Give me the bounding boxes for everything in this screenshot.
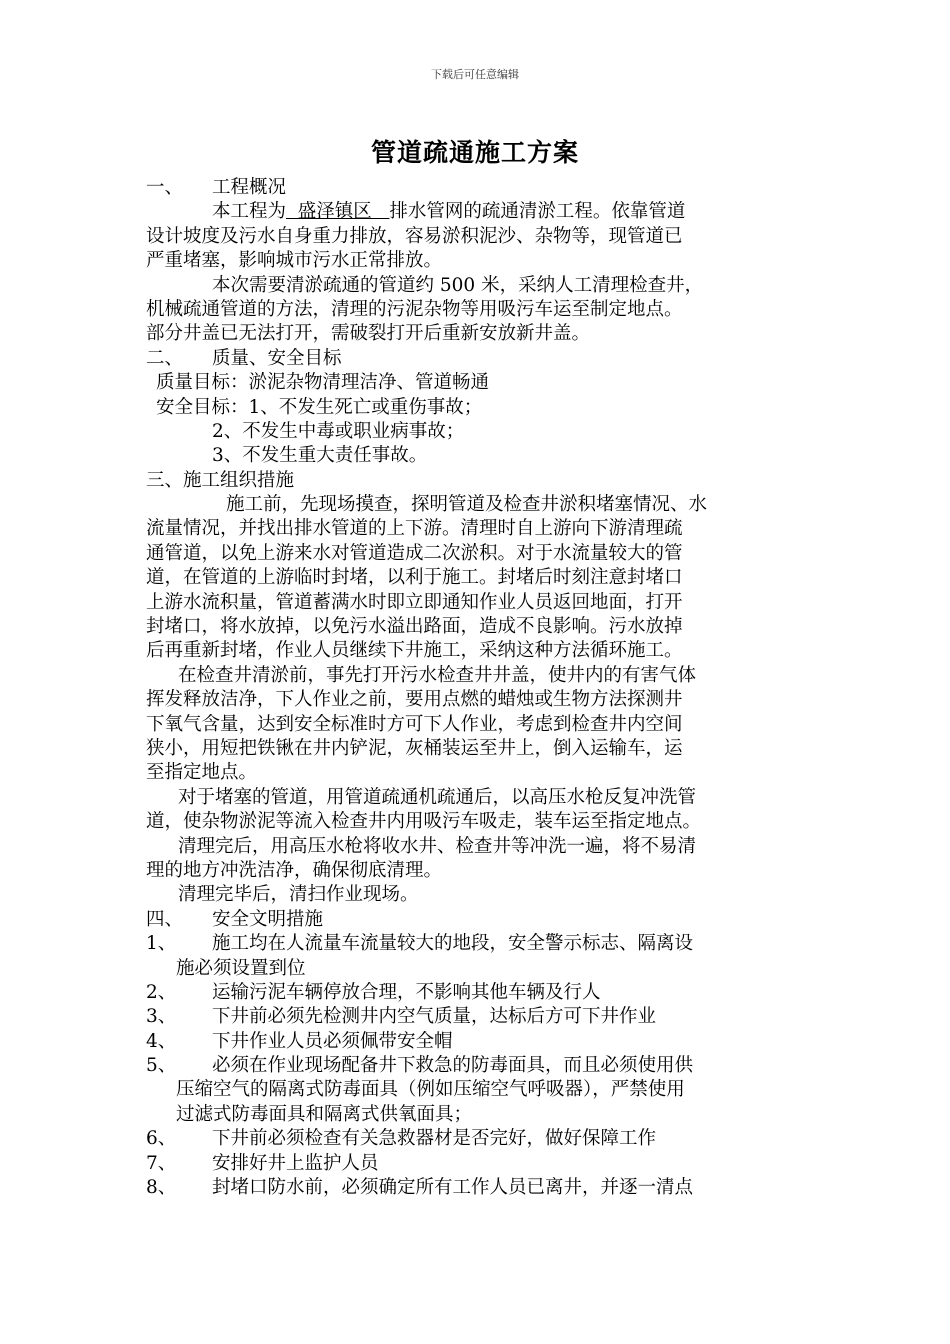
list-item — [146, 1030, 806, 1054]
section-title: 工程概况 — [212, 177, 287, 198]
section-heading-3: 三、施工组织措施 — [146, 469, 295, 491]
section-heading-4 — [146, 908, 806, 932]
list-item-number: 2、 — [146, 981, 177, 1003]
list-item — [146, 981, 806, 1005]
paragraph-line: 严重堵塞，影响城市污水正常排放。 — [146, 250, 443, 272]
list-item-text: 施工均在人流量车流量较大的地段，安全警示标志、隔离设 — [212, 933, 694, 955]
text-span: 本工程为 — [212, 201, 287, 223]
list-item — [146, 932, 806, 956]
list-item — [146, 1054, 806, 1078]
list-item-number: 6、 — [146, 1128, 177, 1150]
list-item-text: 必须在作业现场配备井下救急的防毒面具，而且必须使用供 — [212, 1055, 694, 1077]
paragraph-line: 施工前，先现场摸查，探明管道及检查井淤积堵塞情况、水 — [226, 494, 708, 516]
paragraph-line: 设计坡度及污水自身重力排放，容易淤积泥沙、杂物等，现管道已 — [146, 225, 683, 247]
paragraph-line: 本次需要清淤疏通的管道约 500 米，采纳人工清理检查井， — [212, 274, 704, 296]
section-heading-1 — [146, 176, 806, 200]
paragraph-line: 通管道，以免上游来水对管道造成二次淤积。对于水流量较大的管 — [146, 542, 683, 564]
list-item-number: 7、 — [146, 1152, 177, 1174]
paragraph-line: 上游水流积量，管道蓄满水时即立即通知作业人员返回地面，打开 — [146, 591, 683, 613]
paragraph-line: 道，使杂物淤泥等流入检查井内用吸污车吸走，装车运至指定地点。 — [146, 811, 702, 833]
list-item-text: 安排好井上监护人员 — [212, 1152, 379, 1174]
list-item-continuation: 施必须设置到位 — [176, 957, 306, 979]
paragraph-line: 对于堵塞的管道，用管道疏通机疏通后，以高压水枪反复冲洗管 — [178, 786, 697, 808]
list-item-number: 1、 — [146, 933, 177, 955]
section-number: 二、 — [146, 347, 184, 369]
page-header: 下载后可任意编辑 — [431, 68, 519, 81]
list-item-text: 封堵口防水前，必须确定所有工作人员已离井，并逐一清点 — [212, 1177, 694, 1199]
list-item-text: 下井作业人员必须佩带安全帽 — [212, 1030, 453, 1052]
paragraph-line: 封堵口，将水放掉，以免污水溢出路面，造成不良影响。污水放掉 — [146, 616, 683, 638]
list-item — [146, 1005, 806, 1029]
paragraph-line — [146, 200, 806, 224]
list-item-number: 3、 — [146, 1006, 177, 1028]
list-item-text: 运输污泥车辆停放合理，不影响其他车辆及行人 — [212, 981, 601, 1003]
list-item-number: 8、 — [146, 1177, 177, 1199]
list-item-number: 4、 — [146, 1030, 177, 1052]
list-item — [146, 1127, 806, 1151]
paragraph-line: 机械疏通管道的方法，清理的污泥杂物等用吸污车运至制定地点。 — [146, 298, 683, 320]
section-title: 质量、安全目标 — [212, 347, 342, 369]
list-item-number: 5、 — [146, 1055, 177, 1077]
list-item-text: 下井前必须检查有关急救器材是否完好，做好保障工作 — [212, 1128, 657, 1150]
quality-goal: 质量目标：淤泥杂物清理洁净、管道畅通 — [156, 372, 490, 394]
paragraph-line: 道，在管道的上游临时封堵，以利于施工。封堵后时刻注意封堵口 — [146, 567, 683, 589]
project-location: 盛泽镇区 — [286, 201, 390, 223]
list-item — [146, 1176, 806, 1200]
paragraph-line: 下氧气含量，达到安全标准时方可下人作业，考虑到检查井内空间 — [146, 713, 683, 735]
text-span: 排水管网的疏通清淤工程。依靠管道 — [389, 201, 686, 223]
paragraph-line: 狭小，用短把铁锹在井内铲泥，灰桶装运至井上，倒入运输车，运 — [146, 737, 683, 759]
paragraph-line: 至指定地点。 — [146, 762, 258, 784]
list-item-continuation: 压缩空气的隔离式防毒面具（例如压缩空气呼吸器），严禁使用 — [176, 1079, 685, 1101]
list-item — [146, 1152, 806, 1176]
paragraph-line: 清理完后，用高压水枪将收水井、检查井等冲洗一遍，将不易清 — [178, 835, 697, 857]
safety-goal-item: 2、不发生中毒或职业病事故； — [212, 420, 465, 442]
paragraph-line: 流量情况，并找出排水管道的上下游。清理时自上游向下游清理疏 — [146, 518, 683, 540]
paragraph-line: 后再重新封堵，作业人员继续下井施工，采纳这种方法循环施工。 — [146, 640, 683, 662]
document-body — [146, 176, 806, 1200]
paragraph-line: 部分井盖已无法打开，需破裂打开后重新安放新井盖。 — [146, 323, 591, 345]
paragraph-line: 理的地方冲洗洁净，确保彻底清理。 — [146, 859, 443, 881]
section-title: 安全文明措施 — [212, 908, 324, 930]
safety-goal-item: 3、不发生重大责任事故。 — [212, 445, 428, 467]
paragraph-line: 清理完毕后，清扫作业现场。 — [178, 884, 419, 906]
paragraph-line: 在检查井清淤前，事先打开污水检查井井盖，使井内的有害气体 — [178, 664, 697, 686]
list-item-continuation: 过滤式防毒面具和隔离式供氧面具； — [176, 1103, 473, 1125]
list-item-text: 下井前必须先检测井内空气质量，达标后方可下井作业 — [212, 1006, 657, 1028]
section-number: 一、 — [146, 177, 184, 198]
paragraph-line: 挥发释放洁净，下人作业之前，要用点燃的蜡烛或生物方法探测井 — [146, 689, 683, 711]
safety-goal: 安全目标：1、不发生死亡或重伤事故； — [156, 396, 483, 418]
document-title: 管道疏通施工方案 — [370, 138, 579, 167]
section-heading-2 — [146, 347, 806, 371]
section-number: 四、 — [146, 908, 184, 930]
